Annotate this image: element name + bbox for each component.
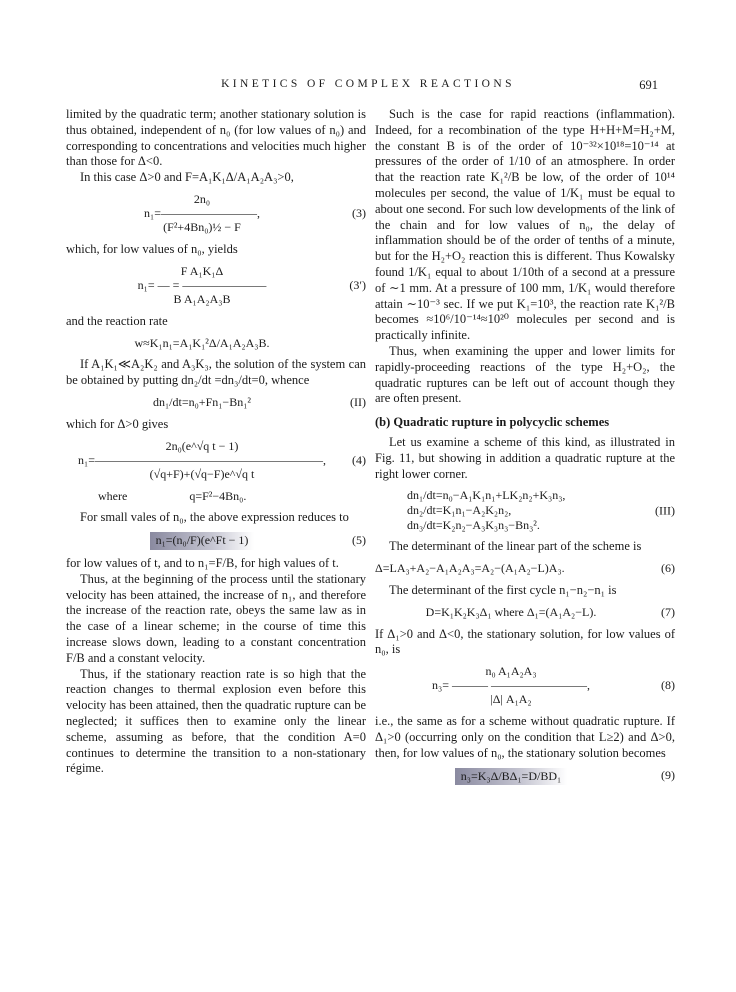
paragraph: Thus, at the beginning of the process until the stationary velocity has been attained, the increase of n₁, and therefore the increase of the reaction rate, obeys the same law as in the case of a linear scheme; in the course of time this increase slows down, leading to a constant concentration F/B and a constant velocity. bbox=[66, 571, 366, 665]
paragraph: In this case Δ>0 and F=A₁K₁Δ/A₁A₂A₃>0, bbox=[80, 170, 294, 185]
paragraph: If Δ₁>0 and Δ<0, the stationary solution, for low values of n₀, is bbox=[375, 626, 675, 657]
equation-number: (7) bbox=[661, 604, 675, 619]
paragraph: Let us examine a scheme of this kind, as illustrated in Fig. 11, but showing in addition a quadratic rupture at the right lower corner. bbox=[375, 434, 675, 481]
paragraph: The determinant of the linear part of the scheme is bbox=[389, 539, 642, 554]
section-heading: (b) Quadratic rupture in polycyclic schemes bbox=[375, 415, 610, 430]
equation-number: (9) bbox=[661, 768, 675, 783]
paragraph: Thus, when examining the upper and lower limits for rapidly-proceeding reactions of the type H₂+O₂, the quadratic ruptures can be left out of account though they are often present. bbox=[375, 343, 675, 406]
page-header bbox=[0, 78, 736, 94]
right-column bbox=[375, 107, 675, 791]
paragraph: and the reaction rate bbox=[66, 313, 168, 328]
equation-number: (6) bbox=[661, 561, 675, 576]
equation-rate: w≈K₁n₁=A₁K₁²Δ/A₁A₂A₃B. bbox=[134, 335, 270, 350]
equation-3-prime: F A₁K₁Δ n₁= — = ——————— B A₁A₂A₃B (3′) bbox=[137, 263, 366, 306]
page-number: 691 bbox=[639, 78, 658, 92]
paragraph: Thus, if the stationary reaction rate is so high that the reaction changes to thermal explosion even before this velocity has been attained, then the quadratic rupture can be neglected; it suffices then to examine only the linear scheme, assuming as before, that the condition A=0 continues to determine the transition to a non-stationary régime. bbox=[66, 666, 366, 776]
paragraph: If A₁K₁≪A₂K₂ and A₃K₃, the solution of the system can be obtained by putting dn₂/dt =dn₃/dt=0, whence bbox=[66, 357, 366, 388]
equation-3: 2n₀ n₁=————————, (F²+4Bn₀)½ − F (3) bbox=[144, 191, 366, 234]
equation-number: (5) bbox=[352, 533, 366, 548]
equation-number: (3′) bbox=[349, 277, 366, 292]
paragraph: limited by the quadratic term; another stationary solution is thus obtained, independent of n₀ (for low values of n₀) and corresponding to concentrations and velocities much higher than those for Δ<0. bbox=[66, 107, 366, 169]
equation-II: dn₁/dt=n₀+Fn₁−Bn₁² (II) bbox=[153, 394, 366, 409]
paragraph: i.e., the same as for a scheme without quadratic rupture. If Δ₁>0 (occurring only on the condition that L≥2) and Δ>0, then, for low values of n₀, the stationary solution becomes bbox=[375, 714, 675, 760]
paragraph: For small vales of n₀, the above expression reduces to bbox=[80, 510, 349, 525]
equation-8: n₀ A₁A₂A₃ n₃= ——— ————————, |Δ| A₁A₂ (8) bbox=[432, 664, 675, 707]
equation-4: 2n₀(e^√q t − 1) n₁=———————————————————, (√q+F)+(√q−F)e^√q t (4) bbox=[78, 438, 366, 481]
equation-5: n₁=(n₀/F)(e^Ft − 1) (5) bbox=[66, 532, 366, 550]
equation-number: (8) bbox=[661, 678, 675, 693]
paragraph: The determinant of the first cycle n₁−n₂−n₁ is bbox=[389, 582, 617, 597]
equation-number: (4) bbox=[352, 452, 366, 467]
equation-q: where q=F²−4Bn₀. bbox=[98, 488, 247, 503]
equation-7: D=K₁K₂K₃Δ₁ where Δ₁=(A₁A₂−L). (7) bbox=[425, 604, 675, 619]
paragraph: for low values of t, and to n₁=F/B, for high values of t. bbox=[66, 555, 339, 570]
equation-9: n₃=K₃Δ/BΔ₁=D/BD₁ (9) bbox=[375, 768, 675, 786]
equation-number: (3) bbox=[352, 206, 366, 221]
equation-number: (II) bbox=[350, 394, 366, 409]
left-column bbox=[66, 107, 366, 777]
equation-number: (III) bbox=[655, 503, 675, 518]
equation-6: Δ=LA₃+A₂−A₁A₂A₃=A₂−(A₁A₂−L)A₃. (6) bbox=[375, 561, 675, 576]
paragraph: which for Δ>0 gives bbox=[66, 416, 169, 431]
paragraph: Such is the case for rapid reactions (inflammation). Indeed, for a recombination of the type H+H+M=H₂+M, the constant B is of the order of 10⁻³²×10¹⁸=10⁻¹⁴ at pressures of the order of 1/10 of an atmosphere. In order that the reaction rate K₁²/B be low, of the order of 10¹⁴ molecules per second, the value of 1/K₁ must be equal to about one second. For such low developments of the link of the chain and for low values of n₀, the delay of inflammation should be of the order of tenths of a minute, but for the H₂+O₂ reaction this is different. Thus Kowalsky found 1/K₁ equal to about 1/10th of a second at a pressure of ∼1 mm. At a pressure of 100 mm, 1/K₁ would therefore attain ∼10⁻³ sec. If we put K₁=10³, the reaction rate K₁²/B becomes ≈10⁶/10⁻¹⁴≈10²⁰ molecules per second and is practically infinite. bbox=[375, 107, 675, 343]
running-title: KINETICS OF COMPLEX REACTIONS bbox=[221, 78, 515, 90]
equation-system-III: dn₁/dt=n₀−A₁K₁n₁+LK₂n₂+K₃n₃, dn₂/dt=K₁n₁−A₂K₂n₂, dn₃/dt=K₂n₂−A₃K₃n₃−Bn₃². (III) bbox=[407, 488, 675, 533]
paragraph: which, for low values of n₀, yields bbox=[66, 241, 238, 256]
